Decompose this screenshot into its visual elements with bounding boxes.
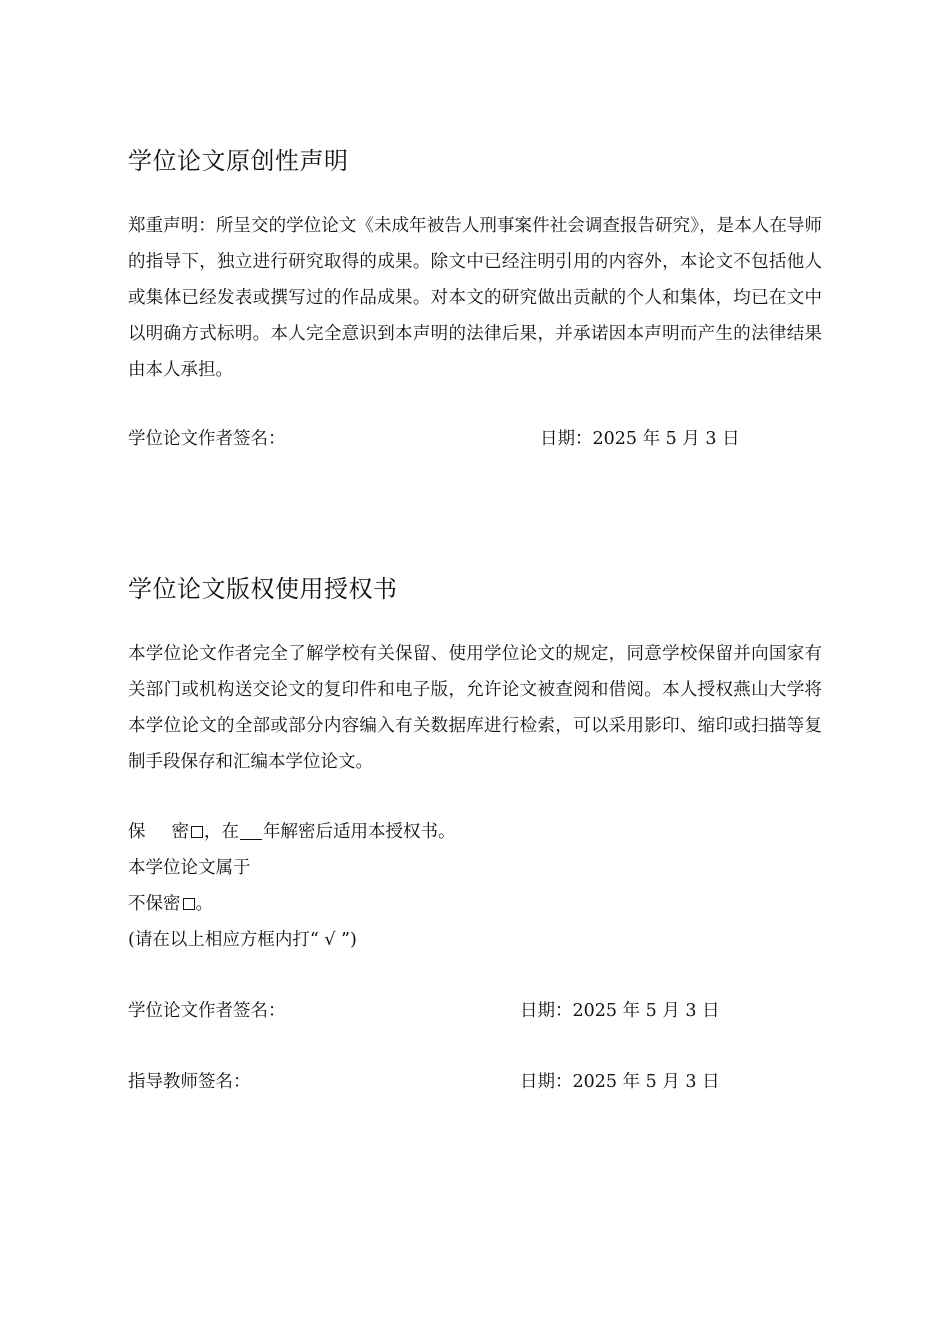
authorization-title: 学位论文版权使用授权书: [128, 575, 398, 603]
advisor-signature-label: 指导教师签名：: [128, 1072, 251, 1092]
originality-title: 学位论文原创性声明: [128, 147, 349, 175]
not-confidential-end: 。: [195, 894, 213, 914]
belongs-label: 本学位论文属于: [128, 858, 251, 878]
confidential-checkbox[interactable]: [191, 826, 203, 838]
authorization-body: 本学位论文作者完全了解学校有关保留、使用学位论文的规定，同意学校保留并向国家有关部门或机构送交论文的复印件和电子版，允许论文被查阅和借阅。本人授权燕山大学将本学位论文的全部或部分内容编入有关数据库进行检索，可以采用影印、缩印或扫描等复制手段保存和汇编本学位论文。: [128, 644, 822, 772]
confidential-prefix: 保: [128, 822, 146, 842]
not-confidential-checkbox[interactable]: [183, 898, 195, 910]
checkbox-instruction: (请在以上相应方框内打“ √ ”): [128, 930, 357, 950]
not-confidential-label: 不保密: [128, 894, 181, 914]
confidential-sep: ，在: [204, 822, 239, 842]
author-signature-label: 学位论文作者签名：: [128, 1001, 286, 1021]
confidential-line: [128, 820, 456, 844]
confidential-mid: 密: [171, 822, 189, 842]
originality-date: 日期：2025 年 5 月 3 日: [540, 429, 740, 449]
originality-signature-label: 学位论文作者签名：: [128, 429, 286, 449]
originality-body: 郑重声明：所呈交的学位论文《未成年被告人刑事案件社会调查报告研究》，是本人在导师的指导下，独立进行研究取得的成果。除文中已经注明引用的内容外，本论文不包括他人或集体已经发表或撰写过的作品成果。对本文的研究做出贡献的个人和集体，均已在文中以明确方式标明。本人完全意识到本声明的法律后果，并承诺因本声明而产生的法律结果由本人承担。: [128, 216, 822, 380]
not-confidential-line: [128, 892, 213, 916]
confidential-suffix: 年解密后适用本授权书。: [263, 822, 456, 842]
years-blank[interactable]: [240, 823, 262, 840]
advisor-date: 日期：2025 年 5 月 3 日: [520, 1072, 720, 1092]
author-date: 日期：2025 年 5 月 3 日: [520, 1001, 720, 1021]
